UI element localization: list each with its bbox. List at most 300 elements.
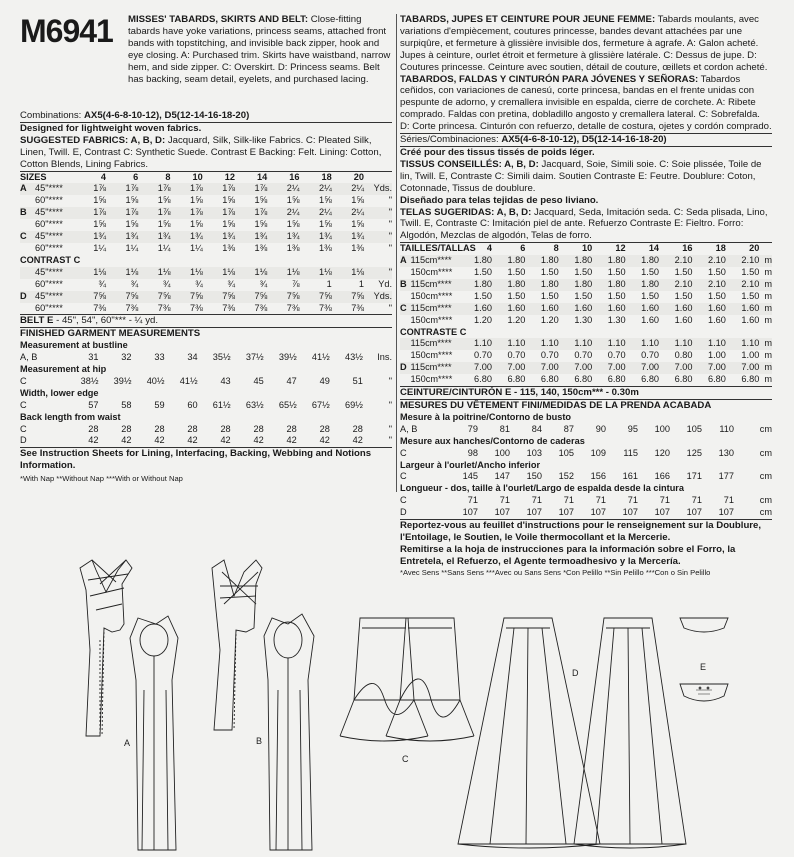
row-unit: Yds. — [364, 183, 392, 195]
measurement-unit: " — [388, 375, 392, 386]
row-value: 7⅜ — [254, 302, 268, 313]
french-description-text: Tabards moulants, avec variations d'empiècement, coutures princesse, bandes devant attachées par une surpiqûre, et fermeture à glissière invisible dos, fermeture à agrafe. A: Galon acheté. Jupes à ceinture, ourlet étroit et fermeture à glissière latérale. C: Dessus de jupe. D: Coutures princesse. Ceinture avec soutien, détail de couture, œillets et cordon acheté. — [400, 14, 768, 73]
row-value: 1⅛ — [74, 267, 106, 279]
row-value: 1¼ — [157, 242, 171, 253]
measurement-unit: cm — [759, 471, 772, 482]
row-value: 1.50 — [708, 290, 726, 301]
size-header-cell: 12 — [203, 171, 235, 183]
size-header-cell: 4 — [459, 243, 492, 255]
measurement-value: 152 — [558, 471, 574, 482]
row-unit: Yd. — [378, 278, 392, 289]
row-value: 6.80 — [641, 374, 660, 385]
row-value: 1.20 — [474, 314, 492, 325]
mesures-title: MESURES DU VÊTEMENT FINI/MEDIDAS DE LA PRENDA ACABADA — [400, 399, 772, 412]
row-value: 1.50 — [674, 267, 693, 278]
row-value: 1.20 — [507, 314, 526, 325]
row-value: 1⅝ — [318, 195, 332, 206]
french-description — [400, 14, 772, 74]
measurement-row — [400, 448, 772, 460]
measurement-value: 38½ — [80, 375, 99, 386]
measurement-value: 71 — [659, 495, 670, 506]
row-value: 1.10 — [525, 338, 558, 350]
row-value: 7⅜ — [189, 302, 203, 313]
row-width: 45"**** — [35, 267, 74, 279]
row-value: 6.80 — [474, 374, 492, 385]
yardage-row — [20, 291, 392, 303]
measurement-value: 28 — [187, 423, 198, 434]
row-value: 1 — [358, 278, 364, 289]
row-view-label: B — [20, 207, 35, 219]
series-label: Séries/Combinaciones: — [400, 134, 499, 146]
row-value: 1.80 — [525, 255, 558, 267]
row-width: 60"**** — [35, 219, 63, 230]
row-value: 7.00 — [592, 362, 625, 374]
size-header-cell: 18 — [300, 171, 332, 183]
section-label-row — [400, 460, 772, 472]
measurement-value: 107 — [686, 507, 702, 518]
row-value: 1.60 — [525, 303, 558, 315]
row-unit: m — [759, 362, 772, 374]
measurement-value: 35½ — [212, 352, 231, 363]
row-value: 1¾ — [235, 231, 267, 243]
row-value: 1.10 — [459, 338, 492, 350]
row-value: 7.00 — [659, 362, 692, 374]
section-label: CONTRASTE C — [400, 326, 467, 337]
row-view-label: C — [400, 303, 410, 315]
row-unit: Yds. — [364, 291, 392, 303]
row-width: 150cm**** — [410, 290, 453, 301]
row-value: 1⅞ — [106, 207, 138, 219]
row-value: 1.00 — [708, 350, 726, 361]
english-column — [20, 110, 392, 484]
measurement-value: 42 — [88, 435, 99, 446]
measurement-value: 71 — [563, 495, 574, 506]
combinations-line — [20, 110, 392, 122]
row-value: 2.10 — [726, 255, 759, 267]
measurement-value: 43 — [220, 375, 231, 386]
measurement-value: 177 — [718, 471, 734, 482]
size-header-unit — [364, 171, 392, 183]
row-width: 45"**** — [35, 207, 74, 219]
size-header-cell: 6 — [106, 171, 138, 183]
row-value: 1.60 — [659, 303, 692, 315]
spanish-title: TABARDOS, FALDAS Y CINTURÓN PARA JÓVENES Y SEÑORAS: — [400, 73, 699, 85]
row-value: 1⅛ — [332, 267, 364, 279]
view-b-back-drawing — [264, 614, 314, 850]
row-width: 115cm**** — [410, 362, 458, 374]
row-value: 7⅝ — [203, 291, 235, 303]
measurement-value: 71 — [595, 495, 606, 506]
row-value: 1 — [326, 278, 332, 289]
disenado: Diseñado para telas tejidas de peso liviano. — [400, 194, 599, 206]
row-value: 6.80 — [674, 374, 693, 385]
row-value: 1⅛ — [267, 267, 299, 279]
section-label: Largeur à l'ourlet/Ancho inferior — [400, 459, 541, 470]
row-value: 1.60 — [626, 303, 659, 315]
row-value: 7⅝ — [171, 291, 203, 303]
row-value: 1.80 — [459, 255, 492, 267]
section-label-row — [20, 255, 392, 267]
measurement-value: 41½ — [311, 352, 330, 363]
row-unit: " — [388, 242, 392, 253]
measurement-value: 87 — [563, 423, 574, 434]
measurement-value: 100 — [494, 447, 510, 458]
measurement-value: 40½ — [146, 375, 165, 386]
measurement-value: 28 — [352, 423, 363, 434]
row-unit: " — [388, 219, 392, 230]
measurement-value: 41½ — [179, 375, 198, 386]
row-value: 1.80 — [626, 255, 659, 267]
measurement-value: 28 — [286, 423, 297, 434]
row-value: 0.70 — [607, 350, 626, 361]
measurement-row-label: A, B — [20, 352, 38, 363]
suggested-fabrics — [20, 135, 392, 171]
intl-nap-note: *Avec Sens **Sans Sens ***Avec ou Sans Sens *Con Pelillo **Sin Pelillo ***Con o Sin Pelillo — [400, 567, 711, 577]
row-value: 1⅛ — [171, 267, 203, 279]
row-value: 1.60 — [592, 303, 625, 315]
yardage-table — [20, 171, 392, 315]
yardage-row — [400, 362, 772, 374]
measurement-value: 107 — [462, 507, 478, 518]
measurement-value: 39½ — [113, 375, 132, 386]
row-value: 1⅝ — [222, 195, 235, 206]
row-unit: m — [759, 303, 772, 315]
row-value: 1⅞ — [171, 207, 203, 219]
view-a-front-drawing — [80, 560, 132, 736]
row-value: 1.80 — [492, 279, 525, 291]
measurement-value: 37½ — [245, 352, 264, 363]
size-header-cell: 20 — [726, 243, 759, 255]
row-value: 1⅛ — [203, 267, 235, 279]
row-value: 1¼ — [93, 242, 106, 253]
yardage-row — [20, 231, 392, 243]
row-width: 115cm**** — [410, 338, 458, 350]
row-unit: " — [364, 207, 392, 219]
row-value: 1⅛ — [235, 267, 267, 279]
view-c-drawing — [340, 618, 474, 741]
row-value: 1¾ — [106, 231, 138, 243]
series-line — [400, 133, 772, 146]
row-value: 1⅝ — [254, 219, 268, 230]
row-value: 7⅜ — [318, 302, 332, 313]
measurement-row — [400, 424, 772, 436]
row-value: 7⅜ — [125, 302, 139, 313]
row-view-label — [20, 303, 35, 315]
row-value: 2¼ — [300, 207, 332, 219]
row-value: 1.80 — [592, 279, 625, 291]
measurement-value: 28 — [220, 423, 231, 434]
section-label-row — [400, 436, 772, 448]
measurement-value: 166 — [654, 471, 670, 482]
row-value: 1.80 — [592, 255, 625, 267]
row-value: 0.70 — [641, 350, 660, 361]
finished-measurements-table — [20, 340, 392, 447]
measurement-value: 71 — [467, 495, 478, 506]
measurement-value: 42 — [319, 435, 330, 446]
english-description — [128, 14, 392, 85]
row-unit: m — [764, 314, 772, 325]
measurement-value: 107 — [654, 507, 670, 518]
row-unit: " — [388, 195, 392, 206]
measurement-row — [20, 400, 392, 412]
size-header-label: TAILLES/TALLAS — [400, 243, 476, 254]
row-value: 1⅞ — [235, 207, 267, 219]
measurement-value: 125 — [686, 447, 702, 458]
measurement-value: 120 — [654, 447, 670, 458]
section-label: Width, lower edge — [20, 387, 99, 398]
view-e-label: E — [700, 662, 707, 672]
telas-title: TELAS SUGERIDAS: A, B, D: — [400, 206, 532, 218]
row-value: 7⅜ — [157, 302, 171, 313]
section-label: Mesure aux hanches/Contorno de caderas — [400, 435, 585, 446]
row-value: 1.60 — [559, 303, 592, 315]
measurement-value: 65½ — [278, 399, 297, 410]
row-value: 1⅞ — [138, 207, 170, 219]
row-value: 1.50 — [741, 267, 760, 278]
tissus-title: TISSUS CONSEILLÉS: A, B, D: — [400, 158, 539, 170]
row-width: 45"**** — [35, 231, 74, 243]
row-view-label — [20, 243, 35, 255]
size-header-cell: 12 — [592, 243, 625, 255]
row-value: 1⅜ — [254, 242, 268, 253]
measurement-value: 34 — [187, 352, 198, 363]
size-header-cell: 14 — [235, 171, 267, 183]
measurement-value: 171 — [686, 471, 702, 482]
row-value: 2¼ — [267, 207, 299, 219]
french-title: TABARDS, JUPES ET CEINTURE POUR JEUNE FEMME: — [400, 14, 656, 25]
belt-label: BELT E — [20, 315, 54, 327]
row-view-label: C — [20, 231, 35, 243]
row-value: 1⅝ — [189, 219, 203, 230]
row-value: 1⅜ — [318, 242, 332, 253]
row-value: 1⅞ — [203, 183, 235, 195]
measurement-value: 79 — [467, 423, 478, 434]
row-view-label — [20, 219, 35, 231]
row-view-label — [400, 374, 410, 386]
row-value: 7.00 — [525, 362, 558, 374]
row-value: 1.60 — [741, 314, 760, 325]
row-unit: m — [764, 267, 772, 278]
measurement-value: 98 — [467, 447, 478, 458]
row-value: 1.50 — [574, 290, 593, 301]
measurement-value: 39½ — [278, 352, 297, 363]
row-value: 1⅞ — [106, 183, 138, 195]
suggested-fabrics-text: Jacquard, Silk, Silk-like Fabrics. C: Pleated Silk, Linen, Twill. E, Contrast C: Synthetic Suede. Contrast E Backing: Felt. Lining: Cotton, Cotton Blends, Lining Fabrics. — [20, 134, 382, 170]
measurement-value: 105 — [558, 447, 574, 458]
section-label-row — [400, 483, 772, 495]
row-value: 1.80 — [559, 255, 592, 267]
row-value: 1⅜ — [351, 242, 364, 253]
row-view-label: A — [400, 255, 410, 267]
view-c-label: C — [402, 754, 409, 764]
row-value: 0.70 — [574, 350, 593, 361]
measurement-value: 63½ — [245, 399, 264, 410]
row-value: 7⅜ — [351, 302, 364, 313]
row-unit: m — [759, 338, 772, 350]
size-header-cell: 18 — [692, 243, 725, 255]
row-value: 1.60 — [641, 314, 660, 325]
measurement-value: 147 — [494, 471, 510, 482]
row-value: 1.50 — [507, 267, 526, 278]
measurement-value: 45 — [253, 375, 264, 386]
row-view-label: D — [400, 362, 410, 374]
row-value: 1.60 — [692, 303, 725, 315]
row-value: 1.80 — [626, 279, 659, 291]
yardage-row — [400, 374, 772, 386]
measurement-value: 28 — [88, 423, 99, 434]
view-d-drawing — [458, 618, 686, 848]
size-header-cell: 8 — [138, 171, 170, 183]
row-value: 1.50 — [641, 290, 660, 301]
row-value: 1.50 — [674, 290, 693, 301]
row-unit: m — [759, 255, 772, 267]
row-value: 6.80 — [708, 374, 726, 385]
row-value: 1⅛ — [138, 267, 170, 279]
row-value: 0.70 — [474, 350, 492, 361]
measurement-row-label: C — [400, 471, 407, 482]
row-value: 1¾ — [138, 231, 170, 243]
section-label-row — [400, 327, 772, 339]
column-divider — [396, 14, 397, 492]
row-value: ¾ — [162, 278, 171, 289]
designed-for: Designed for lightweight woven fabrics. — [20, 122, 392, 135]
row-value: 1.10 — [492, 338, 525, 350]
measurement-row-label: C — [400, 495, 407, 506]
measurement-value: 47 — [286, 375, 297, 386]
measurement-value: 81 — [499, 423, 510, 434]
measurement-unit: cm — [759, 495, 772, 506]
pattern-number: M6941 — [20, 13, 113, 49]
measurement-unit: cm — [759, 507, 772, 518]
row-value: ¾ — [259, 278, 268, 289]
row-value: 1¾ — [203, 231, 235, 243]
measurement-value: 33 — [154, 352, 165, 363]
row-value: 1.20 — [540, 314, 559, 325]
belt-text: - 45", 54", 60"*** - ¼ yd. — [56, 315, 159, 327]
measurement-value: 107 — [526, 507, 542, 518]
row-value: 1⅞ — [74, 207, 106, 219]
measurement-value: 42 — [220, 435, 231, 446]
measurement-value: 107 — [622, 507, 638, 518]
international-column — [400, 14, 772, 578]
yardage-row — [400, 267, 772, 279]
size-header-cell: 6 — [492, 243, 525, 255]
measurement-row — [20, 376, 392, 388]
row-view-label — [20, 195, 35, 207]
row-value: 1.80 — [459, 279, 492, 291]
measurement-value: 107 — [718, 507, 734, 518]
row-value: 1⅞ — [235, 183, 267, 195]
row-value: 1⅝ — [351, 195, 364, 206]
row-value: 1.50 — [741, 290, 760, 301]
size-header-cell: 16 — [267, 171, 299, 183]
row-width: 115cm**** — [410, 255, 458, 267]
measurement-value: 42 — [253, 435, 264, 446]
row-value: 7⅝ — [74, 291, 106, 303]
size-header-cell: 10 — [171, 171, 203, 183]
measurement-value: 28 — [319, 423, 330, 434]
size-header-unit — [759, 243, 772, 255]
row-value: ¾ — [98, 278, 106, 289]
row-unit: " — [388, 302, 392, 313]
row-value: 1⅝ — [157, 195, 171, 206]
row-value: 6.80 — [607, 374, 626, 385]
measurement-value: 150 — [526, 471, 542, 482]
row-view-label — [400, 291, 410, 303]
see-instruction-sheets: See Instruction Sheets for Lining, Interfacing, Backing, Webbing and Notions Information. — [20, 447, 392, 472]
row-value: 2¼ — [267, 183, 299, 195]
row-value: 1.00 — [741, 350, 760, 361]
measurement-value: 31 — [88, 352, 99, 363]
spanish-description — [400, 74, 772, 134]
measurement-value: 115 — [623, 447, 638, 458]
remitirse: Remitirse a la hoja de instrucciones para la información sobre el Forro, la Entretela, el Refuerzo, el Agente termoadhesivo y la Mercería. — [400, 543, 736, 567]
size-header-row — [20, 171, 392, 183]
measurement-value: 32 — [121, 352, 132, 363]
measurement-value: 71 — [531, 495, 542, 506]
row-width: 45"**** — [35, 291, 74, 303]
measurement-value: 71 — [627, 495, 638, 506]
measurement-value: 109 — [590, 447, 606, 458]
row-value: 2.10 — [726, 279, 759, 291]
row-width: 150cm**** — [410, 350, 453, 361]
measurement-value: 59 — [154, 399, 165, 410]
measurement-row — [20, 424, 392, 436]
measurement-value: 130 — [718, 447, 734, 458]
row-view-label — [400, 267, 410, 279]
yardage-row — [20, 303, 392, 315]
row-view-label — [20, 279, 35, 291]
row-value: 1¾ — [300, 231, 332, 243]
section-label-row — [400, 412, 772, 424]
finished-measurements-title: FINISHED GARMENT MEASUREMENTS — [20, 327, 392, 340]
row-width: 60"**** — [35, 302, 63, 313]
measurement-unit: cm — [759, 447, 772, 458]
row-value: 1⅞ — [74, 183, 106, 195]
row-unit: m — [759, 279, 772, 291]
measurement-value: 42 — [154, 435, 165, 446]
measurement-row-label: C — [400, 447, 407, 458]
nap-note: *With Nap **Without Nap ***With or Without Nap — [20, 474, 183, 484]
row-view-label: D — [20, 291, 35, 303]
row-value: 7.00 — [626, 362, 659, 374]
row-unit: m — [764, 350, 772, 361]
yardage-row — [400, 338, 772, 350]
yardage-row — [400, 291, 772, 303]
measurement-unit: " — [388, 423, 392, 434]
row-value: 7.00 — [492, 362, 525, 374]
section-label-row — [20, 340, 392, 352]
row-value: 1⅜ — [286, 242, 300, 253]
measurement-row-label: C — [20, 423, 27, 434]
row-value: 6.80 — [741, 374, 760, 385]
row-value: ¾ — [195, 278, 203, 289]
section-label: Measurement at hip — [20, 364, 107, 375]
row-value: 1¼ — [125, 242, 139, 253]
row-value: 1.50 — [641, 267, 660, 278]
row-value: 6.80 — [574, 374, 593, 385]
measurement-value: 95 — [627, 423, 638, 434]
row-value: 7.00 — [726, 362, 759, 374]
measurement-value: 161 — [622, 471, 638, 482]
measurement-value: 61½ — [212, 399, 231, 410]
measurement-value: 42 — [187, 435, 198, 446]
row-value: 7⅝ — [235, 291, 267, 303]
combinations-label: Combinations: — [20, 110, 82, 121]
row-value: 1⅝ — [93, 219, 106, 230]
row-value: 1⅞ — [171, 183, 203, 195]
row-width: 115cm**** — [410, 279, 458, 291]
